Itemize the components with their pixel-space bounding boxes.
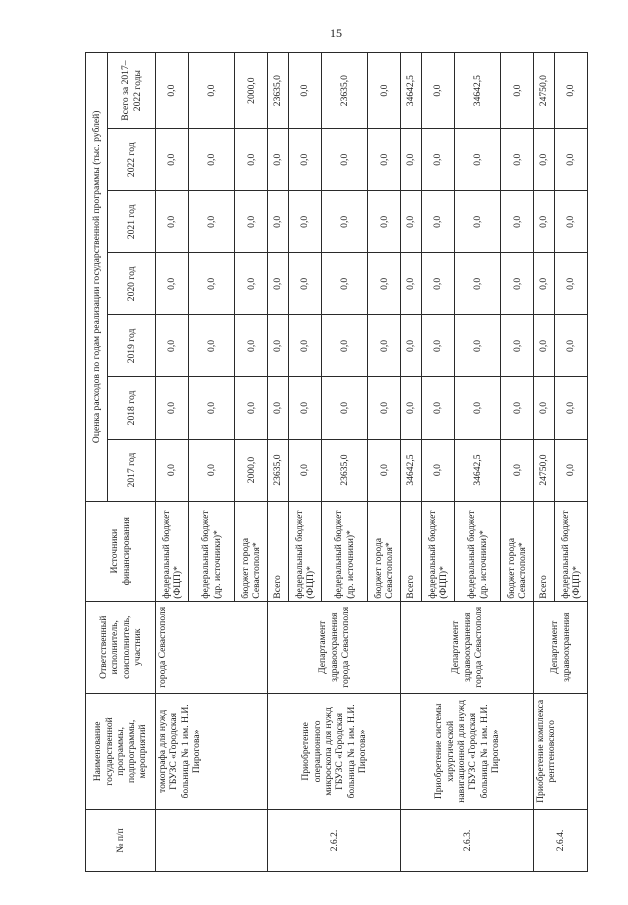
value-2020: 0,0 [188, 253, 234, 315]
source: Всего [534, 501, 555, 601]
executor: города Севастополя [156, 601, 268, 693]
value-2022: 0,0 [534, 129, 555, 191]
table-row [401, 53, 422, 872]
value-2018: 0,0 [288, 377, 321, 439]
value-2022: 0,0 [401, 129, 422, 191]
value-total: 0,0 [554, 53, 587, 129]
value-2019: 0,0 [321, 315, 367, 377]
value-2021: 0,0 [554, 191, 587, 253]
value-2021: 0,0 [501, 191, 534, 253]
value-2017: 0,0 [421, 439, 454, 501]
value-2018: 0,0 [501, 377, 534, 439]
source: бюджет города Севастополя* [235, 501, 268, 601]
value-2018: 0,0 [188, 377, 234, 439]
value-total: 0,0 [288, 53, 321, 129]
value-2022: 0,0 [156, 129, 189, 191]
value-total: 34642,5 [454, 53, 500, 129]
header-source: Источники финансирования [86, 501, 156, 601]
value-2022: 0,0 [235, 129, 268, 191]
header-year-2022: 2022 год [108, 129, 156, 191]
value-2017: 0,0 [188, 439, 234, 501]
source: федеральный бюджет (ФЦП)* [288, 501, 321, 601]
value-2017: 0,0 [501, 439, 534, 501]
value-2022: 0,0 [268, 129, 289, 191]
value-2017: 0,0 [554, 439, 587, 501]
value-2022: 0,0 [288, 129, 321, 191]
value-2018: 0,0 [421, 377, 454, 439]
value-2018: 0,0 [268, 377, 289, 439]
executor: Департамент здравоохранения города Севастополя [268, 601, 401, 693]
value-2020: 0,0 [268, 253, 289, 315]
value-total: 24750,0 [534, 53, 555, 129]
value-2020: 0,0 [368, 253, 401, 315]
header-total: Всего за 2017–2022 годы [108, 53, 156, 129]
value-2022: 0,0 [321, 129, 367, 191]
table-row [268, 53, 289, 872]
row-num: 2.6.4. [534, 809, 588, 871]
value-2018: 0,0 [368, 377, 401, 439]
executor: Департамент здравоохранения города Севастополя [401, 601, 534, 693]
expenses-table [85, 52, 588, 872]
table-row [534, 53, 555, 872]
value-2020: 0,0 [554, 253, 587, 315]
value-2020: 0,0 [156, 253, 189, 315]
value-2021: 0,0 [534, 191, 555, 253]
value-2019: 0,0 [501, 315, 534, 377]
source: федеральный бюджет (ФЦП)* [421, 501, 454, 601]
value-total: 23635,0 [321, 53, 367, 129]
value-total: 0,0 [156, 53, 189, 129]
measure-name: томографа для нужд ГБУЗС «Городская больница № 1 им. Н.И. Пирогова» [156, 693, 268, 809]
value-2022: 0,0 [368, 129, 401, 191]
source: Всего [401, 501, 422, 601]
value-2022: 0,0 [554, 129, 587, 191]
value-2021: 0,0 [288, 191, 321, 253]
header-year-2017: 2017 год [108, 439, 156, 501]
value-2020: 0,0 [321, 253, 367, 315]
value-2018: 0,0 [534, 377, 555, 439]
value-total: 0,0 [421, 53, 454, 129]
value-2019: 0,0 [156, 315, 189, 377]
value-2021: 0,0 [368, 191, 401, 253]
source: бюджет города Севастополя* [368, 501, 401, 601]
value-2020: 0,0 [534, 253, 555, 315]
value-total: 0,0 [188, 53, 234, 129]
source: федеральный бюджет (др. источники)* [454, 501, 500, 601]
measure-name: Приобретение комплекса рентгеновского [534, 693, 588, 809]
value-2022: 0,0 [188, 129, 234, 191]
value-2019: 0,0 [454, 315, 500, 377]
value-2020: 0,0 [454, 253, 500, 315]
measure-name: Приобретение системы хирургической навигационной для нужд ГБУЗС «Городская больница № 1 им. Н.И. Пирогова» [401, 693, 534, 809]
value-2021: 0,0 [188, 191, 234, 253]
value-2019: 0,0 [368, 315, 401, 377]
value-2018: 0,0 [401, 377, 422, 439]
value-2020: 0,0 [401, 253, 422, 315]
row-num: 2.6.3. [401, 809, 534, 871]
value-total: 0,0 [501, 53, 534, 129]
value-2018: 0,0 [321, 377, 367, 439]
source: федеральный бюджет (ФЦП)* [554, 501, 587, 601]
value-2018: 0,0 [454, 377, 500, 439]
value-total: 0,0 [368, 53, 401, 129]
value-2019: 0,0 [235, 315, 268, 377]
value-2022: 0,0 [421, 129, 454, 191]
header-year-2021: 2021 год [108, 191, 156, 253]
header-name: Наименование государственной программы, подпрограммы, мероприятий [86, 693, 156, 809]
value-2019: 0,0 [288, 315, 321, 377]
header-year-2020: 2020 год [108, 253, 156, 315]
value-2017: 0,0 [156, 439, 189, 501]
value-total: 23635,0 [268, 53, 289, 129]
source: федеральный бюджет (др. источники)* [321, 501, 367, 601]
value-2019: 0,0 [534, 315, 555, 377]
row-num: 2.6.2. [268, 809, 401, 871]
value-2021: 0,0 [401, 191, 422, 253]
value-total: 2000,0 [235, 53, 268, 129]
value-2021: 0,0 [235, 191, 268, 253]
value-2018: 0,0 [156, 377, 189, 439]
value-2020: 0,0 [288, 253, 321, 315]
value-2020: 0,0 [501, 253, 534, 315]
value-total: 34642,5 [401, 53, 422, 129]
header-year-2018: 2018 год [108, 377, 156, 439]
value-2019: 0,0 [554, 315, 587, 377]
value-2019: 0,0 [188, 315, 234, 377]
value-2019: 0,0 [401, 315, 422, 377]
source: бюджет города Севастополя* [501, 501, 534, 601]
value-2019: 0,0 [268, 315, 289, 377]
value-2017: 23635,0 [321, 439, 367, 501]
header-estimate: Оценка расходов по годам реализации государственной программы (тыс. рублей) [86, 53, 108, 502]
value-2021: 0,0 [156, 191, 189, 253]
value-2021: 0,0 [321, 191, 367, 253]
value-2017: 0,0 [368, 439, 401, 501]
source: Всего [268, 501, 289, 601]
header-num: № п/п [86, 809, 156, 871]
rotated-table-frame [85, 52, 588, 872]
executor: Департамент здравоохранения [534, 601, 588, 693]
page-number: 15 [330, 26, 342, 40]
value-2018: 0,0 [235, 377, 268, 439]
value-2017: 34642,5 [401, 439, 422, 501]
value-2022: 0,0 [501, 129, 534, 191]
value-2021: 0,0 [421, 191, 454, 253]
value-2020: 0,0 [421, 253, 454, 315]
value-2017: 23635,0 [268, 439, 289, 501]
value-2017: 24750,0 [534, 439, 555, 501]
row-num [156, 809, 268, 871]
value-2019: 0,0 [421, 315, 454, 377]
source: федеральный бюджет (др. источники)* [188, 501, 234, 601]
table-row [156, 53, 189, 872]
value-2018: 0,0 [554, 377, 587, 439]
value-2021: 0,0 [454, 191, 500, 253]
header-year-2019: 2019 год [108, 315, 156, 377]
value-2017: 2000,0 [235, 439, 268, 501]
measure-name: Приобретение операционного микроскопа для нужд ГБУЗС «Городская больница № 1 им. Н.И. Пирогова» [268, 693, 401, 809]
value-2022: 0,0 [454, 129, 500, 191]
value-2021: 0,0 [268, 191, 289, 253]
value-2020: 0,0 [235, 253, 268, 315]
source: федеральный бюджет (ФЦП)* [156, 501, 189, 601]
value-2017: 0,0 [288, 439, 321, 501]
value-2017: 34642,5 [454, 439, 500, 501]
header-executor: Ответственный исполнитель, соисполнитель, участник [86, 601, 156, 693]
